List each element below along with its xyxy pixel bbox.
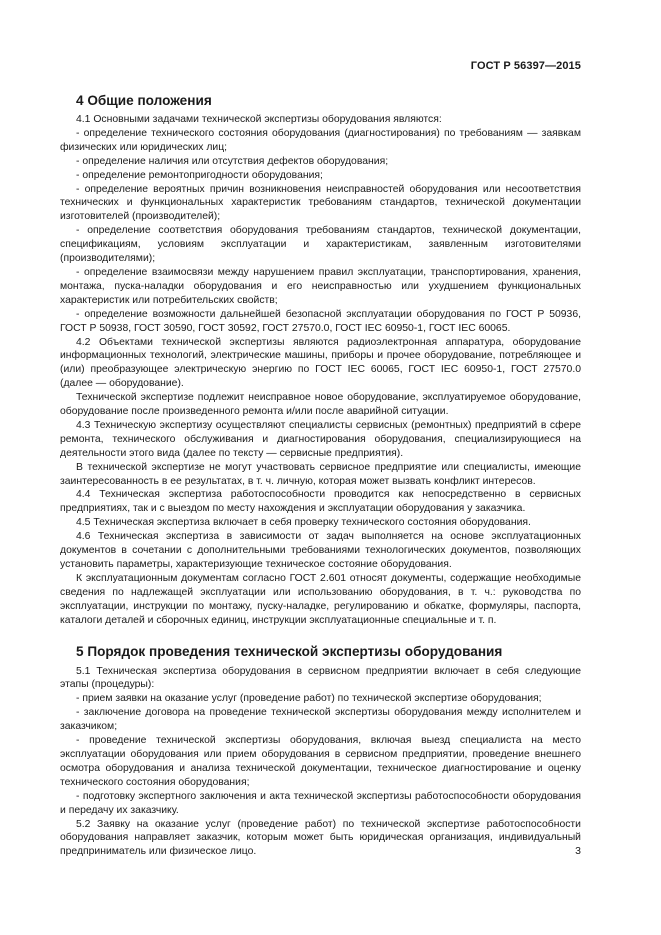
paragraph: - определение вероятных причин возникновения неисправностей оборудования или несоответствия технических и функциональных характеристик требованиям стандартов, технической документации изготовителей (производителей); xyxy=(60,183,581,223)
section-4 xyxy=(60,92,581,628)
paragraph: - заключение договора на проведение технической экспертизы оборудования между исполнителем и заказчиком; xyxy=(60,707,581,733)
paragraph: - определение ремонтопригодности оборудования; xyxy=(76,169,323,181)
page-number: 3 xyxy=(575,845,581,857)
paragraph: - определение возможности дальнейшей безопасной эксплуатации оборудования по ГОСТ Р 50936, ГОСТ Р 50938, ГОСТ 30590, ГОСТ 30592, ГОСТ 27570.0, ГОСТ IEC 60950-1, ГОСТ IEC 60065. xyxy=(60,308,581,334)
paragraph: Технической экспертизе подлежит неисправное новое оборудование, эксплуатируемое оборудование, оборудование после произведенного ремонта и/или после аварийной ситуации. xyxy=(60,392,581,418)
paragraph: - подготовку экспертного заключения и акта технической экспертизы работоспособности оборудования и передачу их заказчику. xyxy=(60,790,581,816)
document-body xyxy=(60,92,581,859)
standard-code: ГОСТ Р 56397—2015 xyxy=(470,60,581,72)
paragraph: В технической экспертизе не могут участвовать сервисное предприятие или специалисты, имеющие заинтересованность в ее результатах, в т. ч. личную, которая может вызвать конфликт интересов. xyxy=(60,461,581,487)
paragraph: К эксплуатационным документам согласно ГОСТ 2.601 относят документы, содержащие необходимые сведения по надлежащей эксплуатации или использованию оборудования, в т. ч.: руководства по эксплуатации, инструкции по монтажу, пуску-наладке, регулированию и обкатке, формуляры, паспорта, каталоги деталей и сборочных единиц, инструкции эксплуатационные специальные и т. п. xyxy=(60,572,581,626)
paragraph: - определение технического состояния оборудования (диагностирования) по требованиям — заявкам физических или юридических лиц; xyxy=(60,127,581,153)
section-5-paragraphs xyxy=(60,665,581,860)
paragraph: 4.6 Техническая экспертиза в зависимости от задач выполняется на основе эксплуатационных документов в сочетании с дополнительными требованиями технологических документов, позволяющих установить параметры, характеризующие техническое состояние оборудования. xyxy=(60,531,581,570)
paragraph: 4.2 Объектами технической экспертизы являются радиоэлектронная аппаратура, оборудование информационных технологий, электрические машины, приборы и прочее оборудование, потребляющее и (или) преобразующее электрическую энергию по ГОСТ IEC 60065, ГОСТ IEC 60950-1, ГОСТ 27570.0 (далее — оборудование). xyxy=(60,336,581,390)
section-4-paragraphs xyxy=(60,113,581,628)
paragraph: 5.1 Техническая экспертиза оборудования в сервисном предприятии включает в себя следующие этапы (процедуры): xyxy=(60,665,581,691)
section-5 xyxy=(60,643,581,860)
section-4-title: 4 Общие положения xyxy=(76,93,212,108)
paragraph: - прием заявки на оказание услуг (проведение работ) по технической экспертизе оборудования; xyxy=(76,693,542,705)
paragraph: 4.5 Техническая экспертиза включает в себя проверку технического состояния оборудования. xyxy=(76,517,531,529)
paragraph: 4.4 Техническая экспертиза работоспособности проводится как непосредственно в сервисных предприятиях, так и с выездом по месту нахождения и эксплуатации оборудования у заказчика. xyxy=(60,489,581,515)
paragraph: - определение наличия или отсутствия дефектов оборудования; xyxy=(76,155,389,167)
paragraph: - проведение технической экспертизы оборудования, включая выезд специалиста на место эксплуатации оборудования или прием оборудования в сервисном предприятии, проведение внешнего осмотра оборудования и анализа технической документации, техническое диагностирование и оценку технического состояния оборудования; xyxy=(60,735,581,788)
paragraph: 4.1 Основными задачами технической экспертизы оборудования являются: xyxy=(76,114,442,125)
paragraph: 4.3 Техническую экспертизу осуществляют специалисты сервисных (ремонтных) предприятий в сфере ремонта, технического обслуживания и диагностирования оборудования, специализирующиеся на деятельности этого вида (далее по тексту — сервисные предприятия). xyxy=(60,419,581,459)
paragraph: - определение взаимосвязи между нарушением правил эксплуатации, транспортирования, хранения, монтажа, пуска-наладки оборудования и его неисправностью или ухудшением функциональных характеристик или потребительских свойств; xyxy=(60,266,581,306)
paragraph: - определение соответствия оборудования требованиям стандартов, технической документации, спецификациям, условиям эксплуатации и характеристикам, заявленным изготовителями (производителями); xyxy=(60,225,581,265)
section-5-title: 5 Порядок проведения технической экспертизы оборудования xyxy=(76,643,503,659)
paragraph: 5.2 Заявку на оказание услуг (проведение работ) по технической экспертизе работоспособности оборудования направляет заказчик, которым может быть юридическая организация, индивидуальный предприниматель или физическое лицо. xyxy=(60,818,581,858)
